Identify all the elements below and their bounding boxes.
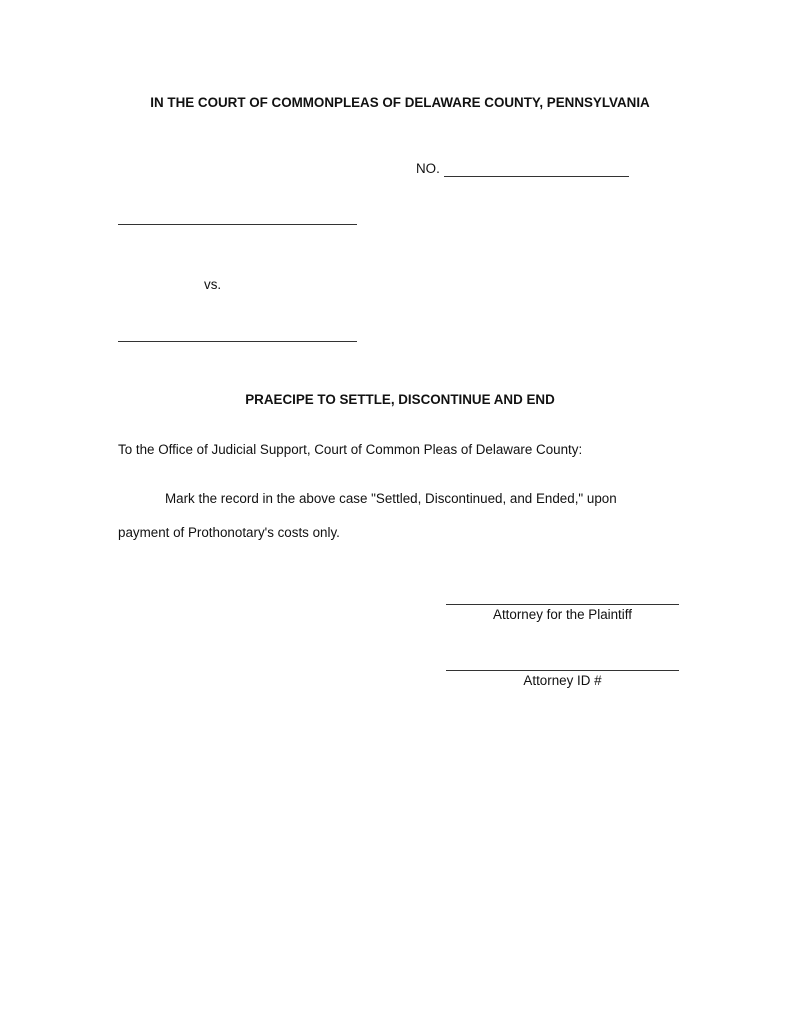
praecipe-title <box>0 392 800 407</box>
case-number-label: NO. <box>416 161 440 176</box>
attorney-label: Attorney for the Plaintiff <box>493 607 632 622</box>
attorney-id-label: Attorney ID # <box>523 673 602 688</box>
court-heading-text: IN THE COURT OF COMMONPLEAS OF DELAWARE COUNTY, PENNSYLVANIA <box>150 95 650 110</box>
case-number-field[interactable] <box>444 176 629 177</box>
attorney-id-line[interactable] <box>446 670 679 671</box>
versus-label: vs. <box>204 277 222 292</box>
court-heading <box>0 95 800 110</box>
plaintiff-field[interactable] <box>118 224 357 225</box>
body-paragraph-line-1: Mark the record in the above case "Settled, Discontinued, and Ended," upon <box>165 491 617 506</box>
body-paragraph-line-2: payment of Prothonotary's costs only. <box>118 525 340 540</box>
attorney-signature-line[interactable] <box>446 604 679 605</box>
defendant-field[interactable] <box>118 341 357 342</box>
addressee-line: To the Office of Judicial Support, Court of Common Pleas of Delaware County: <box>118 442 583 457</box>
praecipe-title-text: PRAECIPE TO SETTLE, DISCONTINUE AND END <box>245 392 555 407</box>
